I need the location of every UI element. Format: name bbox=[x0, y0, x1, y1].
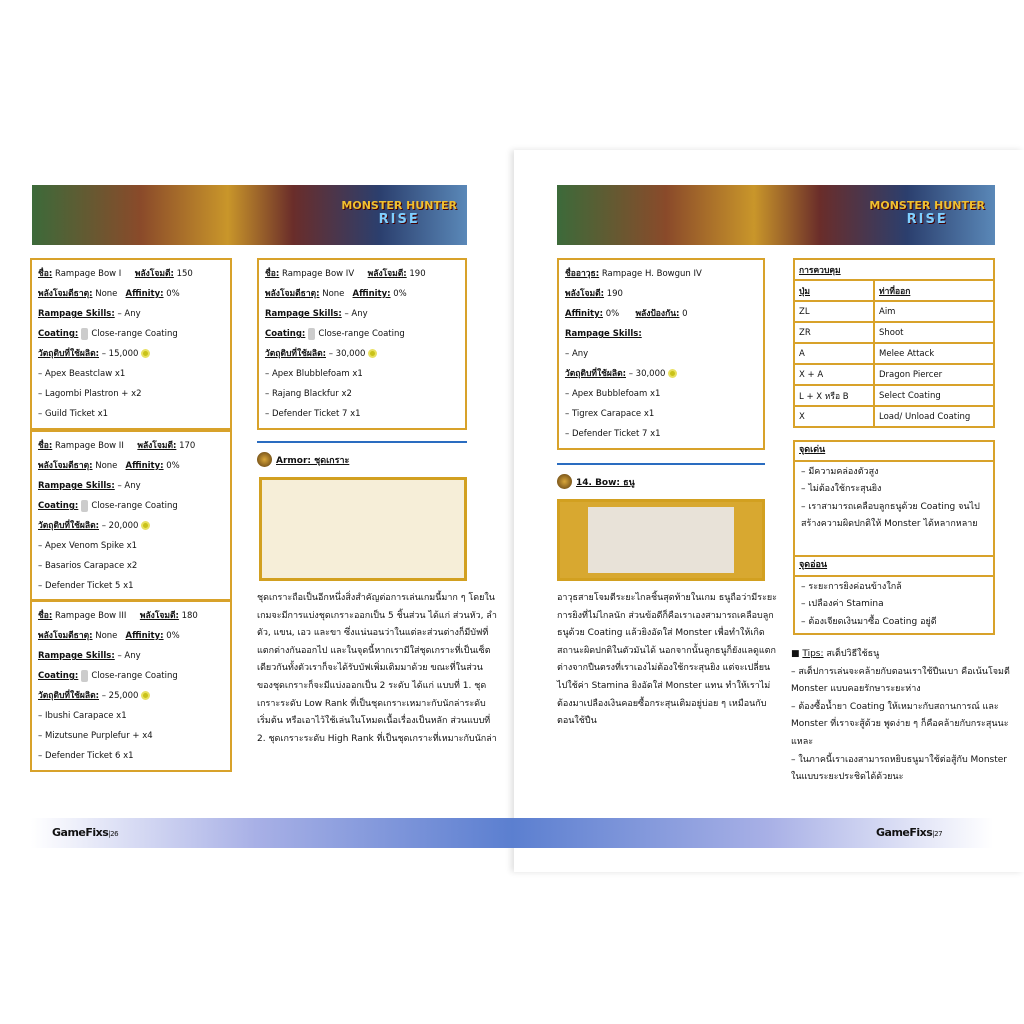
banner-left bbox=[32, 185, 467, 245]
control-row: ZR Shoot bbox=[794, 322, 994, 343]
bow-image bbox=[557, 499, 765, 581]
bow-heading: 14. Bow: ธนู bbox=[557, 474, 635, 489]
weapon-box-hbg: ชื่ออาวุธ: Rampage H. Bowgun IV พลังโจมตี: 190 Affinity: 0% พลังป้องกัน: 0 Rampage Skills: – Any วัตถุดิบที่ใช้ผลิต: – 30,000 – Apex Bubblefoam x1 – Tigrex Carapace x1 – Defender Ticket 7 x1 bbox=[557, 258, 765, 450]
cons-box: จุดอ่อน – ระยะการยิงค่อนข้างใกล้ – เปลืองค่า Stamina – ต้องเจียดเงินมาซื้อ Coating อยู่ดี bbox=[793, 555, 995, 635]
zenny-coin-icon bbox=[668, 369, 677, 378]
divider bbox=[557, 463, 765, 465]
zenny-coin-icon bbox=[141, 691, 150, 700]
armor-heading: Armor: ชุดเกราะ bbox=[257, 452, 349, 467]
control-row: L + X หรือ B Select Coating bbox=[794, 385, 994, 406]
game-logo: MONSTER HUNTER RISE bbox=[869, 199, 985, 227]
control-row: X Load/ Unload Coating bbox=[794, 406, 994, 427]
control-row: A Melee Attack bbox=[794, 343, 994, 364]
weapon-box: ชื่อ: Rampage Bow II พลังโจมตี: 170 พลังโจมตีธาตุ: None Affinity: 0% Rampage Skills: – Any Coating: Close-range Coating วัตถุดิบที่ใช้ผลิต: – 20,000 – Apex Venom Spike x1 – Basarios Carapace x2 – Defender Ticket 5 x1 bbox=[30, 430, 232, 601]
coating-vial-icon bbox=[81, 670, 88, 682]
control-row: ZL Aim bbox=[794, 301, 994, 322]
banner-right bbox=[557, 185, 995, 245]
tips: ■ Tips: สเต็ปวิธีใช้ธนู – สเต็ปการเล่นจะคล้ายกับตอนเราใช้ปืนเบา คือเน้นโจมตี Monster แบบคอยรักษาระยะห่าง – ต้องซื้อน้ำยา Coating ให้เหมาะกับสถานการณ์ และ Monster ที่เราจะสู้ด้วย พูดง่าย ๆ ก็คือคล้ายกับกระสุนนะแหละ – ในภาคนี้เราเองสามารถหยิบธนูมาใช้ต่อสู้กับ Monster ในแบบระยะประชิดได้ด้วยนะ bbox=[791, 649, 1010, 783]
controls-table: การควบคุม ปุ่ม ท่าที่ออก ZL Aim ZR Shoot A Melee Attack X + A Dragon Piercer L + X หรือ B Select Coating X Load/ Unload Coating bbox=[793, 258, 995, 428]
footer-brand-left: GameFixs|26 bbox=[52, 826, 119, 839]
coating-vial-icon bbox=[81, 328, 88, 340]
zenny-coin-icon bbox=[141, 521, 150, 530]
bow-text: อาวุธสายโจมตีระยะไกลชิ้นสุดท้ายในเกม ธนูถือว่ามีระยะการยิงที่ไม่ไกลนัก ส่วนข้อดีก็คือเราเองสามารถเคลือบลูกธนูด้วย Coating แล้วยิงอัดใส่ Monster เพื่อทำให้เกิดสถานะผิดปกติในตัวมันได้ นอกจากนั้นลูกธนูก็ยังแลดูแตกต่างจากปืนตรงที่เราเองไม่ต้องใช้กระสุนยิง แต่จะเปลี่ยนไปใช้ค่า Stamina ยิงอัดใส่ Monster แทน ทำให้เราไม่ต้องมาเปลืองเงินคอยซื้อกระสุนเติมอยู่บ่อย ๆ เหมือนกับตอนใช้ปืน bbox=[557, 593, 778, 727]
footer-band bbox=[0, 818, 1024, 848]
armor-image bbox=[259, 477, 467, 581]
weapon-box: ชื่อ: Rampage Bow I พลังโจมตี: 150 พลังโจมตีธาตุ: None Affinity: 0% Rampage Skills: – Any Coating: Close-range Coating วัตถุดิบที่ใช้ผลิต: – 15,000 – Apex Beastclaw x1 – Lagombi Plastron + x2 – Guild Ticket x1 bbox=[30, 258, 232, 430]
divider bbox=[257, 441, 467, 443]
control-row: X + A Dragon Piercer bbox=[794, 364, 994, 385]
footer-brand-right: GameFixs|27 bbox=[876, 826, 943, 839]
weapon-box: ชื่อ: Rampage Bow III พลังโจมตี: 180 พลังโจมตีธาตุ: None Affinity: 0% Rampage Skills: – Any Coating: Close-range Coating วัตถุดิบที่ใช้ผลิต: – 25,000 – Ibushi Carapace x1 – Mizutsune Purplefur + x4 – Defender Ticket 6 x1 bbox=[30, 600, 232, 772]
coating-vial-icon bbox=[81, 500, 88, 512]
armor-text: ชุดเกราะถือเป็นอีกหนึ่งสิ่งสำคัญต่อการเล่นเกมนี้มาก ๆ โดยในเกมจะมีการแบ่งชุดเกราะออกเป็น 5 ชิ้นส่วน ได้แก่ ส่วนหัว, ลำตัว, แขน, เอว และขา ซึ่งแน่นอนว่าในแต่ละส่วนต่างก็มีบัฟที่แตกต่างกันออกไป และในจุดนี้หากเรามีใส่ชุดเกราะที่เป็นเซ็ตเดียวกันทั้งตัวเราก็จะได้รับบัฟเพิ่มเติมมาด้วย ขณะที่ในส่วนของชุดเกราะก็จะมีแบ่งออกเป็น 2 ระดับ ได้แก่ แบบที่ 1. ชุดเกราะระดับ Low Rank ที่เป็นชุดเกราะเหมาะกับนักล่าระดับเริ่มต้น หรือเอาไว้ใช้เล่นในโหมดเนื้อเรื่องเป็นหลัก ส่วนแบบที่ 2. ชุดเกราะระดับ High Rank ที่เป็นชุดเกราะที่เหมาะกับนักล่า bbox=[257, 593, 497, 744]
coating-vial-icon bbox=[308, 328, 315, 340]
pros-box: จุดเด่น – มีความคล่องตัวสูง – ไม่ต้องใช้กระสุนยิง – เราสามารถเคลือบลูกธนูด้วย Coating จนไปสร้างความผิดปกติให้ Monster ได้หลากหลาย bbox=[793, 440, 995, 557]
zenny-coin-icon bbox=[368, 349, 377, 358]
game-logo: MONSTER HUNTER RISE bbox=[341, 199, 457, 227]
weapon-box: ชื่อ: Rampage Bow IV พลังโจมตี: 190 พลังโจมตีธาตุ: None Affinity: 0% Rampage Skills: – Any Coating: Close-range Coating วัตถุดิบที่ใช้ผลิต: – 30,000 – Apex Blubblefoam x1 – Rajang Blackfur x2 – Defender Ticket 7 x1 bbox=[257, 258, 467, 430]
bow-icon bbox=[557, 474, 572, 489]
zenny-coin-icon bbox=[141, 349, 150, 358]
armor-icon bbox=[257, 452, 272, 467]
